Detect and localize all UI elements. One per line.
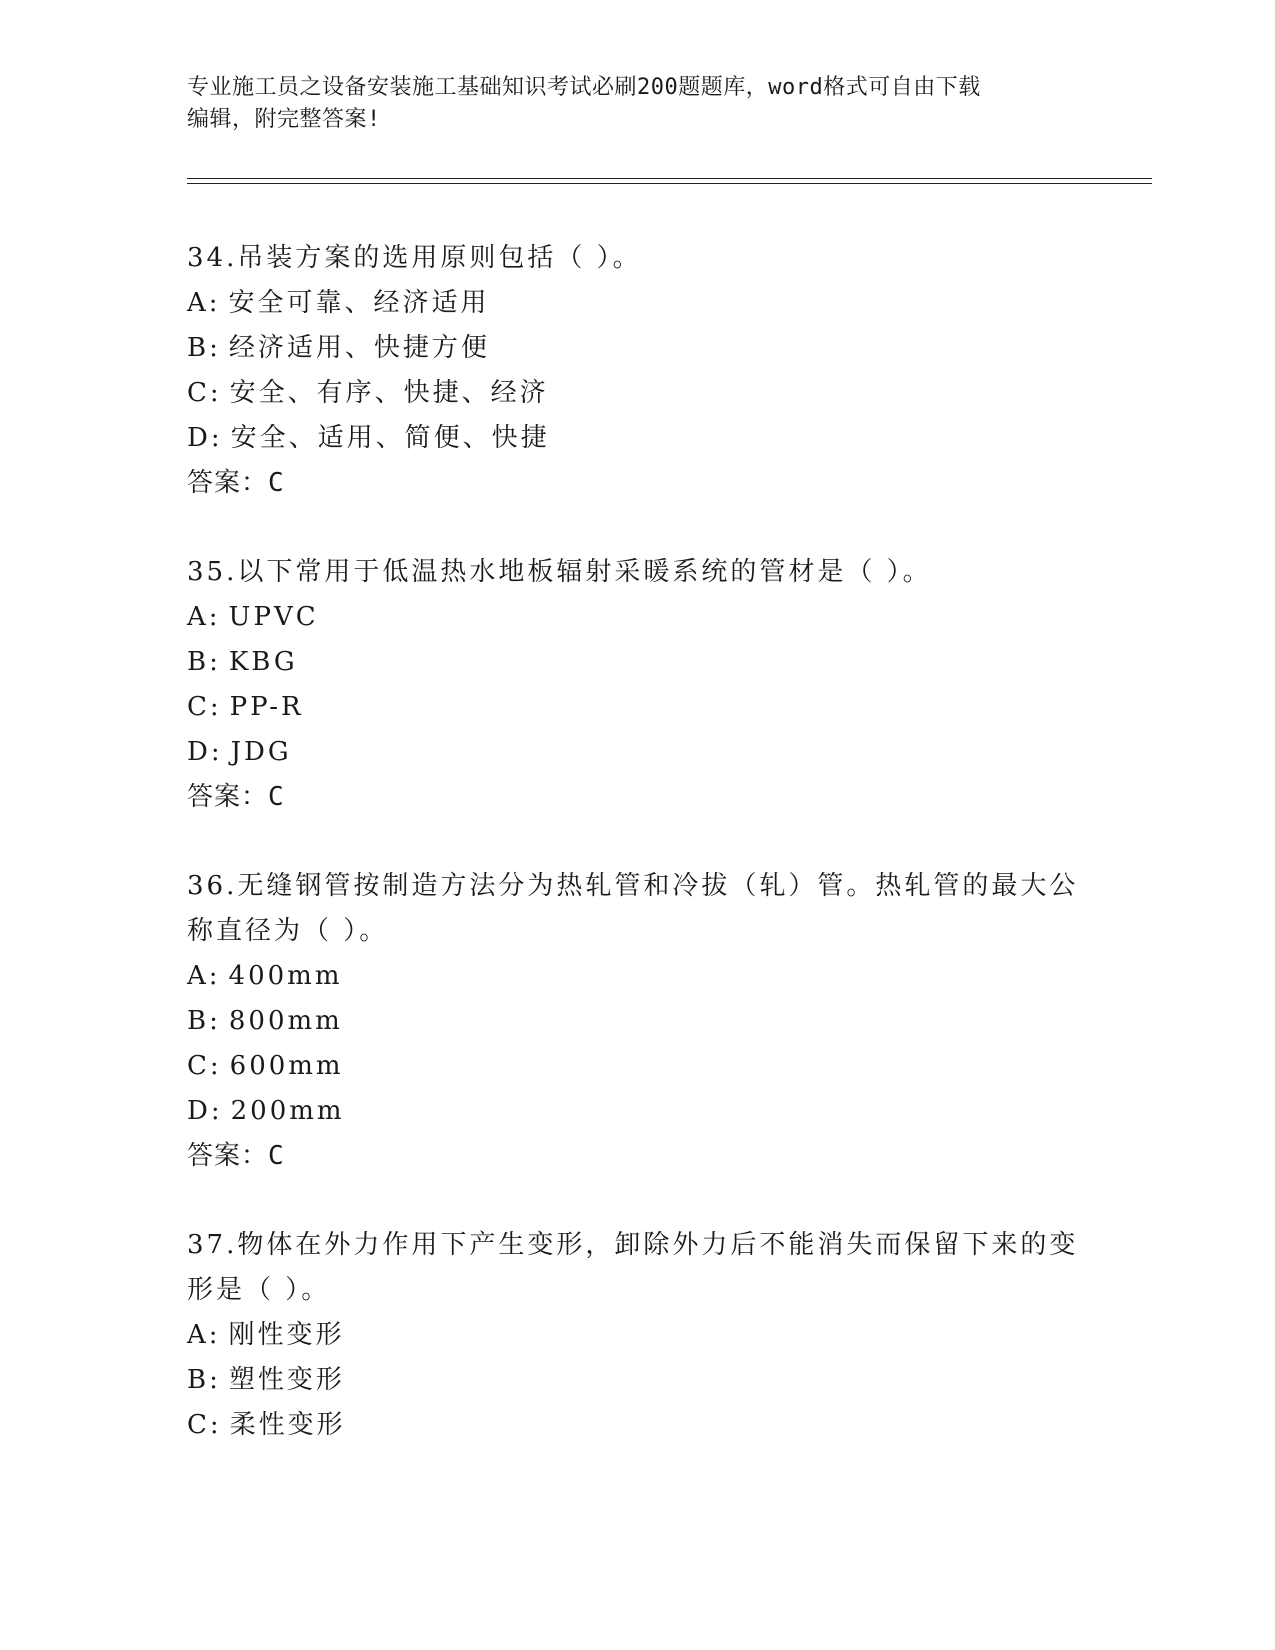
answer-line: 答案：C: [187, 1141, 285, 1171]
option-c: [187, 1044, 1087, 1089]
option-text: 经济适用、快捷方便: [228, 333, 490, 363]
question-stem: 37.物体在外力作用下产生变形，卸除外力后不能消失而保留下来的变形是（ ）。: [187, 1230, 1079, 1305]
option-text: KBG: [228, 647, 298, 677]
option-a: [187, 595, 1087, 640]
option-text: PP-R: [229, 692, 304, 722]
question-stem: 34.吊装方案的选用原则包括（ ）。: [187, 243, 642, 273]
option-label: A:: [187, 602, 221, 632]
option-text: 400mm: [228, 961, 343, 991]
document-header: [187, 72, 1067, 136]
answer-line: 答案：C: [187, 468, 285, 498]
question-35: [187, 550, 1087, 820]
option-text: 200mm: [230, 1096, 345, 1126]
option-d: [187, 730, 1087, 775]
option-d: [187, 1089, 1087, 1134]
option-label: C:: [187, 692, 222, 722]
option-label: B:: [187, 1365, 221, 1395]
option-label: B:: [187, 1006, 221, 1036]
option-label: A:: [187, 961, 221, 991]
header-rule-top: [187, 178, 1152, 179]
option-label: D:: [187, 737, 223, 767]
question-36: [187, 864, 1087, 1179]
option-c: [187, 1403, 1087, 1448]
question-stem: 36.无缝钢管按制造方法分为热轧管和冷拔（轧）管。热轧管的最大公称直径为（ ）。: [187, 871, 1079, 946]
option-label: C:: [187, 1410, 222, 1440]
answer-line: 答案：C: [187, 782, 285, 812]
option-b: [187, 1358, 1087, 1403]
option-b: [187, 999, 1087, 1044]
option-a: [187, 954, 1087, 999]
option-text: 600mm: [229, 1051, 344, 1081]
option-text: 安全、适用、简便、快捷: [230, 423, 550, 453]
option-text: 柔性变形: [229, 1410, 346, 1440]
option-label: B:: [187, 647, 221, 677]
header-line-1: 专业施工员之设备安装施工基础知识考试必刷200题题库，word格式可自由下载: [187, 75, 981, 100]
question-34: [187, 236, 1087, 506]
option-label: C:: [187, 378, 222, 408]
header-rule-bottom: [187, 183, 1152, 184]
option-label: C:: [187, 1051, 222, 1081]
option-label: D:: [187, 423, 223, 453]
option-c: [187, 371, 1087, 416]
option-c: [187, 685, 1087, 730]
option-label: B:: [187, 333, 221, 363]
question-list: [187, 236, 1087, 1492]
question-stem: 35.以下常用于低温热水地板辐射采暖系统的管材是（ ）。: [187, 557, 932, 587]
option-label: A:: [187, 288, 221, 318]
option-text: 800mm: [228, 1006, 343, 1036]
option-a: [187, 1313, 1087, 1358]
option-text: JDG: [230, 737, 292, 767]
option-label: A:: [187, 1320, 221, 1350]
option-b: [187, 640, 1087, 685]
question-37: [187, 1223, 1087, 1448]
option-b: [187, 326, 1087, 371]
option-a: [187, 281, 1087, 326]
option-text: 安全、有序、快捷、经济: [229, 378, 549, 408]
option-d: [187, 416, 1087, 461]
option-text: 安全可靠、经济适用: [228, 288, 490, 318]
header-line-2: 编辑，附完整答案!: [187, 107, 381, 132]
option-text: 塑性变形: [228, 1365, 345, 1395]
option-text: UPVC: [228, 602, 319, 632]
option-label: D:: [187, 1096, 223, 1126]
option-text: 刚性变形: [228, 1320, 345, 1350]
